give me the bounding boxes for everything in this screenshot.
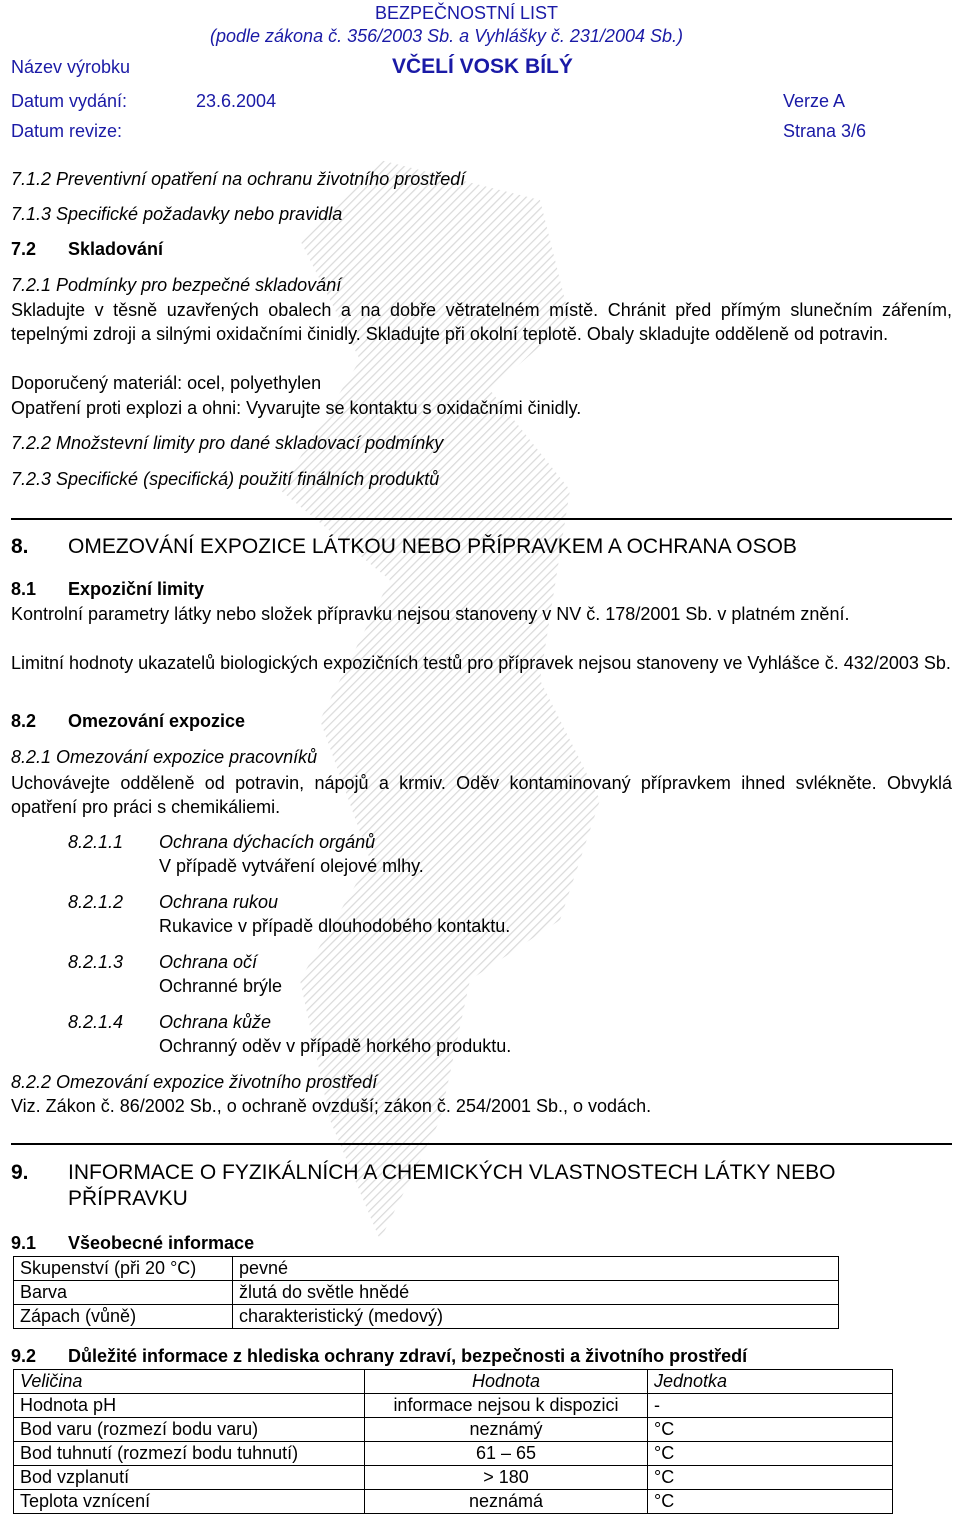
item-text: Ochranné brýle bbox=[159, 976, 283, 996]
general-info-table bbox=[13, 1256, 839, 1329]
table-cell: Skupenství (při 20 °C) bbox=[14, 1257, 233, 1281]
heading-8-2-title: Omezování expozice bbox=[68, 711, 246, 731]
item-title: Ochrana dýchacích orgánů bbox=[159, 832, 376, 852]
table-cell: °C bbox=[648, 1442, 893, 1466]
document-subtitle: (podle zákona č. 356/2003 Sb. a Vyhlášky č. 231/2004 Sb.) bbox=[210, 26, 683, 46]
table-cell: neznámá bbox=[365, 1490, 648, 1514]
item-num: 8.2.1.4 bbox=[68, 1012, 124, 1032]
item-text: Ochranný oděv v případě horkého produktu. bbox=[159, 1036, 512, 1056]
page-number: Strana 3/6 bbox=[783, 121, 867, 141]
item-title: Ochrana očí bbox=[159, 952, 258, 972]
heading-7-2-num: 7.2 bbox=[11, 239, 37, 259]
column-header: Hodnota bbox=[365, 1370, 648, 1394]
table-row bbox=[14, 1281, 839, 1305]
heading-8-1-num: 8.1 bbox=[11, 579, 37, 599]
heading-7-2-3: 7.2.3 Specifické (specifická) použití finálních produktů bbox=[11, 469, 440, 489]
item-text: V případě vytváření olejové mlhy. bbox=[159, 856, 424, 876]
section-divider bbox=[11, 518, 952, 520]
version: Verze A bbox=[783, 91, 846, 111]
table-cell: Bod vzplanutí bbox=[14, 1466, 365, 1490]
table-cell: 61 – 65 bbox=[365, 1442, 648, 1466]
heading-8-2-2: 8.2.2 Omezování expozice životního prostředí bbox=[11, 1072, 378, 1092]
heading-9-2-title: Důležité informace z hlediska ochrany zdraví, bezpečnosti a životního prostředí bbox=[68, 1346, 748, 1366]
table-cell: žlutá do světle hnědé bbox=[233, 1281, 839, 1305]
heading-7-1-2: 7.1.2 Preventivní opatření na ochranu životního prostředí bbox=[11, 169, 466, 189]
product-name: VČELÍ VOSK BÍLÝ bbox=[392, 55, 573, 78]
revision-label: Datum revize: bbox=[11, 121, 123, 141]
item-title: Ochrana rukou bbox=[159, 892, 279, 912]
heading-9-1-title: Všeobecné informace bbox=[68, 1233, 255, 1253]
item-num: 8.2.1.3 bbox=[68, 952, 124, 972]
issue-label: Datum vydání: bbox=[11, 91, 128, 111]
item-num: 8.2.1.1 bbox=[68, 832, 124, 852]
table-cell: Bod varu (rozmezí bodu varu) bbox=[14, 1418, 365, 1442]
table-cell: neznámý bbox=[365, 1418, 648, 1442]
document-title: BEZPEČNOSTNÍ LIST bbox=[375, 3, 559, 23]
table-cell: > 180 bbox=[365, 1466, 648, 1490]
table-row bbox=[14, 1394, 893, 1418]
properties-table bbox=[13, 1369, 893, 1514]
issue-date: 23.6.2004 bbox=[196, 91, 277, 111]
item-num: 8.2.1.2 bbox=[68, 892, 124, 912]
heading-7-1-3: 7.1.3 Specifické požadavky nebo pravidla bbox=[11, 204, 343, 224]
table-row bbox=[14, 1257, 839, 1281]
table-cell: Hodnota pH bbox=[14, 1394, 365, 1418]
table-cell: Bod tuhnutí (rozmezí bodu tuhnutí) bbox=[14, 1442, 365, 1466]
table-cell: pevné bbox=[233, 1257, 839, 1281]
table-row bbox=[14, 1418, 893, 1442]
column-header: Veličina bbox=[14, 1370, 365, 1394]
heading-7-2-2: 7.2.2 Množstevní limity pro dané skladovací podmínky bbox=[11, 433, 444, 453]
heading-7-2-title: Skladování bbox=[68, 239, 164, 259]
table-cell: °C bbox=[648, 1418, 893, 1442]
heading-8-1-title: Expoziční limity bbox=[68, 579, 205, 599]
recommended-material: Doporučený materiál: ocel, polyethylen bbox=[11, 373, 322, 393]
table-row bbox=[14, 1466, 893, 1490]
heading-9-2-num: 9.2 bbox=[11, 1346, 37, 1366]
table-cell: °C bbox=[648, 1490, 893, 1514]
item-title: Ochrana kůže bbox=[159, 1012, 272, 1032]
product-label: Název výrobku bbox=[11, 57, 131, 77]
explosion-measures: Opatření proti explozi a ohni: Vyvarujte se kontaktu s oxidačními činidly. bbox=[11, 398, 582, 418]
section-9-title-line2: PŘÍPRAVKU bbox=[68, 1187, 188, 1210]
section-9-num: 9. bbox=[11, 1161, 29, 1184]
table-cell: - bbox=[648, 1394, 893, 1418]
table-cell: Barva bbox=[14, 1281, 233, 1305]
table-cell: charakteristický (medový) bbox=[233, 1305, 839, 1329]
table-cell: Zápach (vůně) bbox=[14, 1305, 233, 1329]
table-header-row bbox=[14, 1370, 893, 1394]
biological-limits-paragraph: Limitní hodnoty ukazatelů biologických expozičních testů pro přípravek nejsou stanoveny ve Vyhlášce č. 432/2003 Sb. bbox=[11, 653, 951, 673]
environment-exposure-text: Viz. Zákon č. 86/2002 Sb., o ochraně ovzduší; zákon č. 254/2001 Sb., o vodách. bbox=[11, 1096, 652, 1116]
table-cell: informace nejsou k dispozici bbox=[365, 1394, 648, 1418]
table-cell: Teplota vznícení bbox=[14, 1490, 365, 1514]
section-9-title-line1: INFORMACE O FYZIKÁLNÍCH A CHEMICKÝCH VLASTNOSTECH LÁTKY NEBO bbox=[68, 1161, 836, 1184]
heading-8-2-num: 8.2 bbox=[11, 711, 37, 731]
section-divider bbox=[11, 1143, 952, 1145]
column-header: Jednotka bbox=[648, 1370, 893, 1394]
table-row bbox=[14, 1442, 893, 1466]
table-cell: °C bbox=[648, 1466, 893, 1490]
table-row bbox=[14, 1305, 839, 1329]
heading-7-2-1: 7.2.1 Podmínky pro bezpečné skladování bbox=[11, 275, 342, 295]
exposure-limits-paragraph: Kontrolní parametry látky nebo složek přípravku nejsou stanoveny v NV č. 178/2001 Sb. v platném znění. bbox=[11, 604, 850, 624]
worker-exposure-paragraph: Uchovávejte odděleně od potravin, nápojů a krmiv. Oděv kontaminovaný přípravkem ihned svlékněte. Obvyklá opatření pro práci s chemikáliemi. bbox=[11, 773, 952, 817]
item-text: Rukavice v případě dlouhodobého kontaktu. bbox=[159, 916, 511, 936]
heading-9-1-num: 9.1 bbox=[11, 1233, 37, 1253]
storage-paragraph: Skladujte v těsně uzavřených obalech a na dobře větratelném místě. Chránit před přímým slunečním zářením, tepelnými zdroji a silnými oxidačními činidly. Skladujte při okolní teplotě. Obaly skladujte odděleně od potravin. bbox=[11, 300, 952, 344]
section-8-title: OMEZOVÁNÍ EXPOZICE LÁTKOU NEBO PŘÍPRAVKEM A OCHRANA OSOB bbox=[68, 535, 797, 558]
section-8-num: 8. bbox=[11, 535, 29, 558]
heading-8-2-1: 8.2.1 Omezování expozice pracovníků bbox=[11, 747, 318, 767]
table-row bbox=[14, 1490, 893, 1514]
